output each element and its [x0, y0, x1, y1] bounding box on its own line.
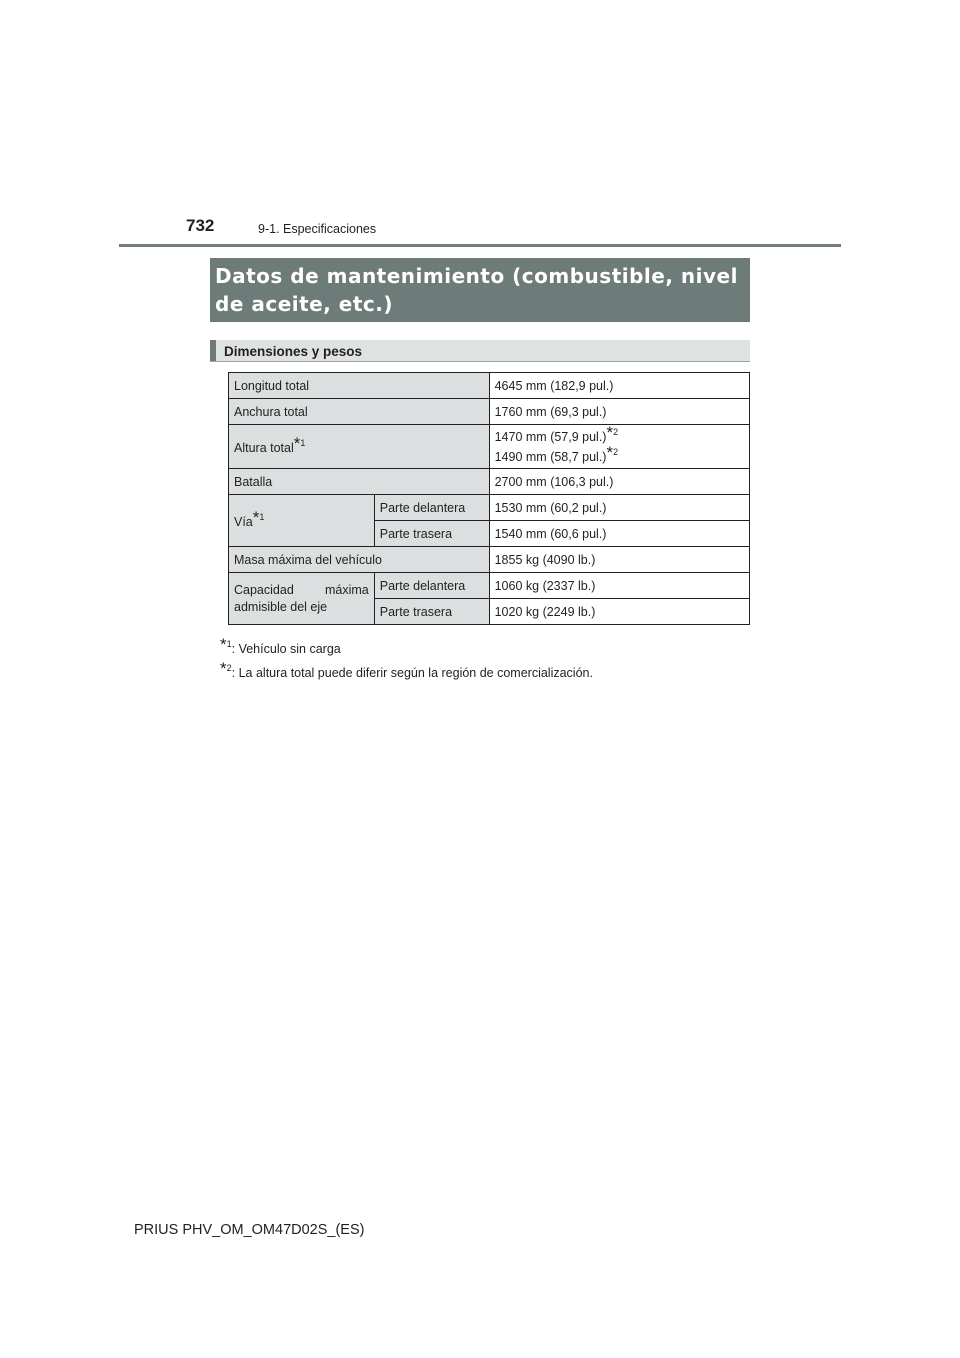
footer-document-code: PRIUS PHV_OM_OM47D02S_(ES) [134, 1222, 365, 1238]
row-value: 1540 mm (60,6 pul.) [489, 521, 749, 547]
table-row [229, 469, 750, 495]
page-number: 732 [186, 216, 215, 235]
row-label: Batalla [229, 469, 490, 495]
footnote-ref: 2 [613, 426, 619, 437]
footnote-2 [220, 659, 593, 682]
dimensions-table [228, 372, 750, 625]
row-value: 2700 mm (106,3 pul.) [489, 469, 749, 495]
footnote-ref: 1 [300, 437, 306, 448]
section-label: 9-1. Especificaciones [258, 222, 377, 236]
row-value-line-1 [494, 422, 744, 447]
table-row [229, 573, 750, 599]
asterisk-mark: * [220, 635, 227, 654]
table-row [229, 495, 750, 521]
row-sublabel: Parte trasera [374, 599, 489, 625]
row-value: 4645 mm (182,9 pul.) [489, 373, 749, 399]
row-label-line-1: Capacidad máxima [234, 582, 369, 597]
row-label-text: Altura total [234, 440, 294, 455]
row-label: Masa máxima del vehículo [229, 547, 490, 573]
footnote-mark: 1 [226, 639, 232, 649]
row-value: 1530 mm (60,2 pul.) [489, 495, 749, 521]
header-rule [119, 244, 841, 247]
row-value: 1060 kg (2337 lb.) [489, 573, 749, 599]
asterisk-mark: * [293, 433, 301, 453]
row-value: 1760 mm (69,3 pul.) [489, 399, 749, 425]
footnote-1 [220, 635, 341, 658]
footnote-text: : Vehículo sin carga [231, 642, 341, 656]
row-value: 1855 kg (4090 lb.) [489, 547, 749, 573]
footnote-text: : La altura total puede diferir según la región de comercialización. [231, 666, 593, 680]
asterisk-mark: * [606, 422, 614, 442]
row-sublabel: Parte delantera [374, 573, 489, 599]
asterisk-mark: * [252, 507, 260, 527]
row-label-text: Vía [234, 514, 253, 529]
page-title [210, 258, 750, 322]
page-title-line-2: de aceite, etc.) [215, 292, 394, 316]
page-title-line-1: Datos de mantenimiento (combustible, nivel [215, 264, 738, 288]
row-value-line-2 [494, 442, 744, 467]
footnote-ref: 2 [613, 446, 619, 457]
subheading [210, 340, 750, 362]
row-sublabel: Parte delantera [374, 495, 489, 521]
row-value: 1020 kg (2249 lb.) [489, 599, 749, 625]
row-value [489, 422, 749, 469]
asterisk-mark: * [220, 659, 227, 678]
row-label-via [229, 495, 375, 547]
value-text: 1470 mm (57,9 pul.) [494, 429, 607, 444]
table-row [229, 547, 750, 573]
subheading-bar [210, 340, 216, 361]
value-text: 1490 mm (58,7 pul.) [494, 449, 607, 464]
row-label-axle [229, 573, 375, 625]
table-row [229, 425, 750, 469]
table-row [229, 399, 750, 425]
row-label [229, 425, 490, 469]
subheading-text: Dimensiones y pesos [224, 344, 363, 359]
row-sublabel: Parte trasera [374, 521, 489, 547]
row-label: Longitud total [229, 373, 490, 399]
asterisk-mark: * [606, 442, 614, 462]
footnote-ref: 1 [259, 511, 265, 522]
row-label: Anchura total [229, 399, 490, 425]
footnote-mark: 2 [226, 663, 232, 673]
row-label-line-2: admisible del eje [234, 599, 328, 614]
table-row [229, 373, 750, 399]
